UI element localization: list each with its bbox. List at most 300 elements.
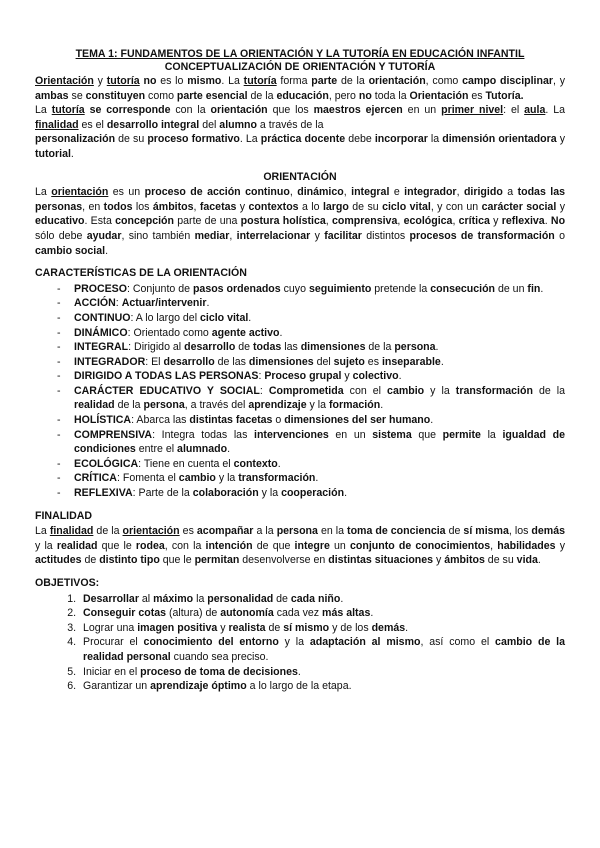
text-run: . (380, 399, 384, 412)
text-run: como (145, 89, 177, 102)
bold-text-run: Conseguir cotas (83, 607, 167, 620)
text-run: de la (337, 75, 369, 87)
bold-text-run: orientación (51, 186, 109, 199)
text-run: : (115, 297, 122, 310)
bold-text-run: todas (253, 341, 282, 354)
bold-text-run: imagen positiva (137, 621, 218, 634)
bold-text-run: desarrollo (163, 355, 215, 368)
text-run: en un (402, 104, 442, 117)
bold-text-run: adaptación al mismo (309, 636, 421, 649)
bold-text-run: rodea (135, 539, 165, 552)
bold-text-run: Actuar/intervenir (121, 297, 207, 310)
text-run: es (468, 89, 486, 102)
text-run: a la (253, 525, 277, 538)
caracteristica-item (57, 326, 565, 341)
bold-text-run: transformación (238, 472, 316, 485)
text-run: de la (247, 89, 277, 102)
orientacion-heading: ORIENTACIÓN (263, 170, 337, 183)
bold-text-run: Desarrollar (83, 592, 139, 605)
bold-text-run: más altas (322, 607, 371, 620)
text-run: sólo debe (35, 229, 87, 242)
text-run: : Orientado como (127, 326, 212, 339)
intro-paragraph-1 (35, 74, 565, 103)
bold-text-run: postura holística (240, 215, 326, 228)
bold-text-run: máximo (153, 592, 194, 605)
bold-text-run: dirigido (463, 186, 503, 199)
text-run: de la (365, 341, 395, 354)
bold-text-run: maestros ejercen (313, 104, 403, 117)
text-run: y la (278, 636, 310, 649)
text-run: Lograr una (83, 621, 138, 634)
objetivo-item (79, 606, 565, 621)
bold-text-run: constituyen (85, 89, 146, 102)
text-run: las (281, 341, 301, 354)
bold-text-run: proceso de acción continuo (144, 186, 290, 199)
bold-text-run: Orientación (409, 89, 469, 102)
text-run: , así como el (420, 636, 496, 649)
text-run: cuando sea preciso. (170, 650, 269, 663)
text-run: . (440, 355, 444, 368)
text-run: a través de la (256, 118, 324, 131)
caracteristica-item (57, 384, 565, 413)
text-run: : Fomenta el (116, 472, 179, 485)
bold-text-run: COMPRENSIVA (74, 428, 153, 441)
text-run: y (556, 200, 565, 213)
bold-text-run: práctica docente (260, 133, 346, 146)
objetivo-item (79, 635, 565, 664)
text-run: de las (214, 355, 249, 368)
text-run: , (452, 215, 459, 228)
text-run: a lo largo de la etapa. (246, 680, 352, 693)
text-run: entre el (135, 443, 178, 456)
caracteristica-item (57, 413, 565, 428)
bold-text-run: cambio (387, 384, 425, 397)
text-run: . Esta (84, 215, 116, 228)
bold-text-run: CONTINUO (74, 311, 131, 324)
text-run: de (265, 621, 284, 634)
bold-text-run: sujeto (333, 355, 365, 368)
bold-text-run: dimensiones (248, 355, 314, 368)
bold-text-run: realidad (74, 399, 115, 412)
text-run: o (554, 229, 566, 242)
text-run: parte de una (174, 215, 241, 228)
text-run: la (193, 592, 208, 605)
text-run: a (502, 186, 518, 199)
bold-text-run: habilidades (497, 539, 556, 552)
bold-text-run: contextos (248, 200, 299, 213)
bold-text-run: dimensiones (300, 341, 366, 354)
intro-paragraph-3 (35, 132, 565, 161)
text-run: , (229, 229, 237, 242)
text-run: . (540, 282, 544, 295)
bold-text-run: integrador (404, 186, 457, 199)
bold-text-run: facetas (199, 200, 237, 213)
text-run: de (81, 554, 100, 567)
text-run: , y con un (430, 200, 482, 213)
bold-text-run: cambio de la realidad personal (83, 636, 566, 663)
text-run: Garantizar un (83, 680, 151, 693)
bold-text-run: contexto (233, 457, 278, 470)
bold-text-run: ciclo vital (382, 200, 431, 213)
bold-text-run: sí misma (463, 525, 509, 538)
text-run: . (277, 457, 281, 470)
objetivo-item (79, 592, 565, 607)
bold-text-run: actitudes (35, 554, 82, 567)
bold-text-run: intención (205, 539, 253, 552)
text-run: la (427, 133, 443, 146)
bold-text-run: dimensiones del ser humano (284, 414, 431, 427)
bold-text-run: ecológica (403, 215, 453, 228)
text-run: (altura) de (166, 607, 221, 620)
bold-text-run: aprendizaje óptimo (150, 680, 247, 693)
text-run: . (206, 297, 210, 310)
text-run: . (70, 147, 74, 160)
text-run: de (235, 341, 253, 354)
bold-text-run: demás (531, 525, 565, 538)
text-run: : Dirigido al (128, 341, 185, 354)
text-run: en un (328, 428, 373, 441)
bold-text-run: no (143, 75, 157, 87)
caracteristica-item (57, 471, 565, 486)
text-run: , (289, 186, 298, 199)
text-run: de su (115, 133, 148, 146)
caracteristica-item (57, 355, 565, 370)
caracteristica-item (57, 457, 565, 472)
bold-text-run: sí mismo (283, 621, 330, 634)
text-run: los (132, 200, 153, 213)
text-run: . (405, 621, 409, 634)
bold-text-run: distintas facetas (189, 414, 273, 427)
objetivo-item (79, 679, 565, 694)
text-run: distintos (361, 229, 410, 242)
bold-text-run: realidad (56, 539, 98, 552)
text-run: y (489, 215, 502, 228)
text-run: , con la (164, 539, 206, 552)
bold-text-run: orientación (122, 525, 180, 538)
text-run: . (227, 443, 231, 456)
bold-text-run: educativo (35, 215, 85, 228)
text-run: que los (267, 104, 314, 117)
text-run: , los (508, 525, 532, 538)
caracteristica-item (57, 340, 565, 355)
bold-text-run: demás (371, 621, 406, 634)
text-run: y (236, 200, 249, 213)
text-run: : el (503, 104, 525, 117)
bold-text-run: ambas (35, 89, 69, 102)
text-run: de la (532, 384, 566, 397)
text-run: al (138, 592, 154, 605)
bold-text-run: cada niño (290, 592, 341, 605)
text-run: . (340, 592, 344, 605)
bold-text-run: pasos ordenados (192, 282, 281, 295)
bold-text-run: INTEGRAL (74, 341, 129, 354)
text-run: de su (348, 200, 383, 213)
text-run: de su (484, 554, 517, 567)
text-run: . (435, 341, 439, 354)
bold-text-run: finalidad (35, 118, 79, 131)
bold-text-run: mediar (194, 229, 230, 242)
document-subtitle: CONCEPTUALIZACIÓN DE ORIENTACIÓN Y TUTORÍA (164, 61, 436, 73)
bold-text-run: colectivo (352, 370, 399, 383)
bold-text-run: conocimiento del entorno (143, 636, 279, 649)
bold-text-run: realista (228, 621, 266, 634)
bold-text-run: cambio social (35, 244, 106, 257)
bold-text-run: orientación (368, 75, 426, 87)
bold-text-run: integral (351, 186, 390, 199)
text-run: que le (97, 539, 136, 552)
caracteristica-item (57, 296, 565, 311)
text-run: y (93, 75, 107, 87)
bold-text-run: alumnado (177, 443, 228, 456)
text-run: de (445, 525, 464, 538)
bold-text-run: toma de conciencia (347, 525, 446, 538)
bold-text-run: incorporar (374, 133, 428, 146)
text-run: de la (114, 399, 144, 412)
bold-text-run: personalización (35, 133, 116, 146)
bold-text-run: consecución (430, 282, 496, 295)
bold-text-run: orientación (210, 104, 268, 117)
text-run: y (310, 229, 325, 242)
caracteristica-item (57, 428, 565, 457)
bold-text-run: se corresponde (89, 104, 171, 117)
bold-text-run: dimensión orientadora (442, 133, 557, 146)
bold-text-run: campo disciplinar (462, 75, 553, 87)
bold-text-run: dinámico (297, 186, 344, 199)
text-run: , (343, 186, 352, 199)
bold-text-run: ámbitos (152, 200, 194, 213)
bold-text-run: colaboración (192, 487, 259, 500)
text-run: : (259, 384, 269, 397)
objetivos-heading: OBJETIVOS: (35, 577, 100, 589)
text-run: es el (78, 118, 107, 131)
bold-text-run: finalidad (49, 525, 94, 538)
text-run: es un (108, 186, 145, 199)
text-run: desenvolverse en (239, 554, 329, 567)
bold-text-run: REFLEXIVA (74, 487, 133, 500)
bold-text-run: Tutoría. (485, 89, 524, 102)
text-run: . (105, 244, 109, 257)
bold-text-run: comprensiva (331, 215, 398, 228)
bold-text-run: intervenciones (254, 428, 329, 441)
text-run: la (480, 428, 503, 441)
text-run: y la (424, 384, 456, 397)
text-run: o (272, 414, 285, 427)
text-run: . (297, 665, 301, 678)
text-run: , pero (328, 89, 359, 102)
bold-text-run: fin (527, 282, 541, 295)
text-run: del (313, 355, 334, 368)
bold-text-run: proceso de toma de decisiones (140, 665, 298, 678)
text-run: un (329, 539, 350, 552)
text-run: y la (306, 399, 329, 412)
bold-text-run: sistema (372, 428, 412, 441)
text-run: La (35, 186, 52, 199)
bold-text-run: tutoría (243, 75, 277, 87)
bold-text-run: integre (294, 539, 330, 552)
bold-text-run: parte (311, 75, 338, 87)
text-run: y la (35, 539, 57, 552)
bold-text-run: tutoría (51, 104, 85, 117)
text-run: La (35, 104, 52, 117)
bold-text-run: Comprometida (268, 384, 344, 397)
bold-text-run: Orientación (35, 75, 94, 87)
bold-text-run: ECOLÓGICA (74, 457, 139, 470)
text-run: : Integra todas las (152, 428, 254, 441)
bold-text-run: ciclo vital (200, 311, 249, 324)
bold-text-run: alumno (219, 118, 257, 131)
bold-text-run: distinto tipo (99, 554, 160, 567)
caracteristicas-heading: CARACTERÍSTICAS DE LA ORIENTACIÓN (35, 267, 247, 280)
bold-text-run: ámbitos (444, 554, 485, 567)
objetivo-item (79, 665, 565, 680)
bold-text-run: DINÁMICO (74, 326, 128, 339)
text-run: . (398, 370, 402, 383)
text-run: que le (159, 554, 195, 567)
bold-text-run: INTEGRADOR (74, 355, 146, 368)
text-run: debe (345, 133, 375, 146)
text-run: . (430, 414, 434, 427)
bold-text-run: formación (328, 399, 381, 412)
text-run: de un (495, 282, 528, 295)
finalidad-heading: FINALIDAD (35, 509, 93, 522)
caracteristica-item (57, 369, 565, 384)
text-run: y la (215, 472, 239, 485)
bold-text-run: ACCIÓN (74, 297, 116, 310)
bold-text-run: primer nivel (441, 104, 504, 117)
text-run: . (279, 326, 283, 339)
bold-text-run: acompañar (196, 525, 254, 538)
text-run: con la (170, 104, 211, 117)
bold-text-run: conjunto de conocimientos (349, 539, 491, 552)
text-run: , (193, 200, 200, 213)
text-run: , como (425, 75, 463, 87)
bold-text-run: transformación (455, 384, 533, 397)
bold-text-run: seguimiento (308, 282, 372, 295)
bold-text-run: PROCESO (74, 282, 127, 295)
caracteristicas-list (35, 282, 565, 501)
bold-text-run: vida (516, 554, 538, 567)
text-run: . (344, 487, 348, 500)
caracteristica-item (57, 486, 565, 501)
bold-text-run: educación (276, 89, 329, 102)
text-run: con el (343, 384, 388, 397)
text-run: y la (258, 487, 282, 500)
bold-text-run: persona (143, 399, 185, 412)
bold-text-run: autonomía (220, 607, 274, 620)
bold-text-run: facilitar (324, 229, 362, 242)
text-run: . (248, 311, 252, 324)
text-run: , (397, 215, 404, 228)
text-run: es (364, 355, 382, 368)
bold-text-run: procesos de transformación (409, 229, 555, 242)
bold-text-run: persona (394, 341, 436, 354)
bold-text-run: cambio (178, 472, 216, 485)
text-run: a lo (298, 200, 323, 213)
text-run: , y (553, 75, 566, 87)
text-run: cuyo (280, 282, 309, 295)
bold-text-run: inseparable (381, 355, 441, 368)
text-run: toda la (371, 89, 410, 102)
text-run: . (370, 607, 374, 620)
text-run: forma (276, 75, 312, 87)
text-run: del (199, 118, 220, 131)
text-run: cada vez (273, 607, 323, 620)
bold-text-run: agente activo (211, 326, 280, 339)
text-run: , a través del (184, 399, 249, 412)
text-run: . (537, 554, 541, 567)
text-run: : Tiene en cuenta el (138, 457, 234, 470)
text-run: es lo (156, 75, 188, 87)
text-run: , (490, 539, 498, 552)
bold-text-run: permitan (194, 554, 240, 567)
bold-text-run: aula (524, 104, 546, 117)
finalidad-paragraph (35, 524, 565, 568)
bold-text-run: interrelacionar (236, 229, 311, 242)
text-run: y (433, 554, 445, 567)
bold-text-run: crítica (458, 215, 490, 228)
bold-text-run: persona (276, 525, 318, 538)
text-run: de la (93, 525, 123, 538)
text-run: pretende la (371, 282, 431, 295)
bold-text-run: CARÁCTER EDUCATIVO Y SOCIAL (74, 384, 260, 397)
text-run: y de los (329, 621, 372, 634)
bold-text-run: reflexiva (501, 215, 545, 228)
bold-text-run: tutorial (35, 147, 71, 160)
text-run: se (68, 89, 86, 102)
bold-text-run: permite (442, 428, 481, 441)
bold-text-run: ayudar (86, 229, 122, 242)
text-run: y (555, 539, 565, 552)
orientacion-paragraph (35, 185, 565, 258)
bold-text-run: distintas situaciones (328, 554, 434, 567)
bold-text-run: mismo (187, 75, 222, 87)
bold-text-run: CRÍTICA (74, 472, 117, 485)
text-run: e (389, 186, 405, 199)
text-run: . La (221, 75, 244, 87)
bold-text-run: largo (322, 200, 349, 213)
text-run: y (217, 621, 229, 634)
bold-text-run: cooperación (281, 487, 345, 500)
text-run: Procurar el (83, 636, 144, 649)
bold-text-run: personalidad (207, 592, 274, 605)
bold-text-run: desarrollo (184, 341, 236, 354)
text-run: . (315, 472, 319, 485)
bold-text-run: aprendizaje (248, 399, 307, 412)
text-run: , sino también (121, 229, 195, 242)
text-run: y (341, 370, 353, 383)
text-run: de que (252, 539, 295, 552)
text-run: : El (145, 355, 164, 368)
bold-text-run: todos (103, 200, 133, 213)
objetivo-item (79, 621, 565, 636)
objetivos-list (35, 592, 565, 694)
text-run: : Parte de la (132, 487, 193, 500)
bold-text-run: todas las personas (35, 186, 565, 213)
bold-text-run: no (358, 89, 372, 102)
text-run: : (258, 370, 265, 383)
bold-text-run: No (550, 215, 566, 228)
text-run: es (179, 525, 197, 538)
document-title: TEMA 1: FUNDAMENTOS DE LA ORIENTACIÓN Y LA TUTORÍA EN EDUCACIÓN INFANTIL (75, 48, 525, 60)
bold-text-run: proceso formativo (147, 133, 240, 146)
text-run: , (325, 215, 332, 228)
text-run: , en (82, 200, 104, 213)
text-run: y (556, 133, 565, 146)
text-run: La (35, 525, 50, 538)
bold-text-run: tutoría (106, 75, 140, 87)
bold-text-run: desarrollo integral (106, 118, 200, 131)
caracteristica-item (57, 311, 565, 326)
